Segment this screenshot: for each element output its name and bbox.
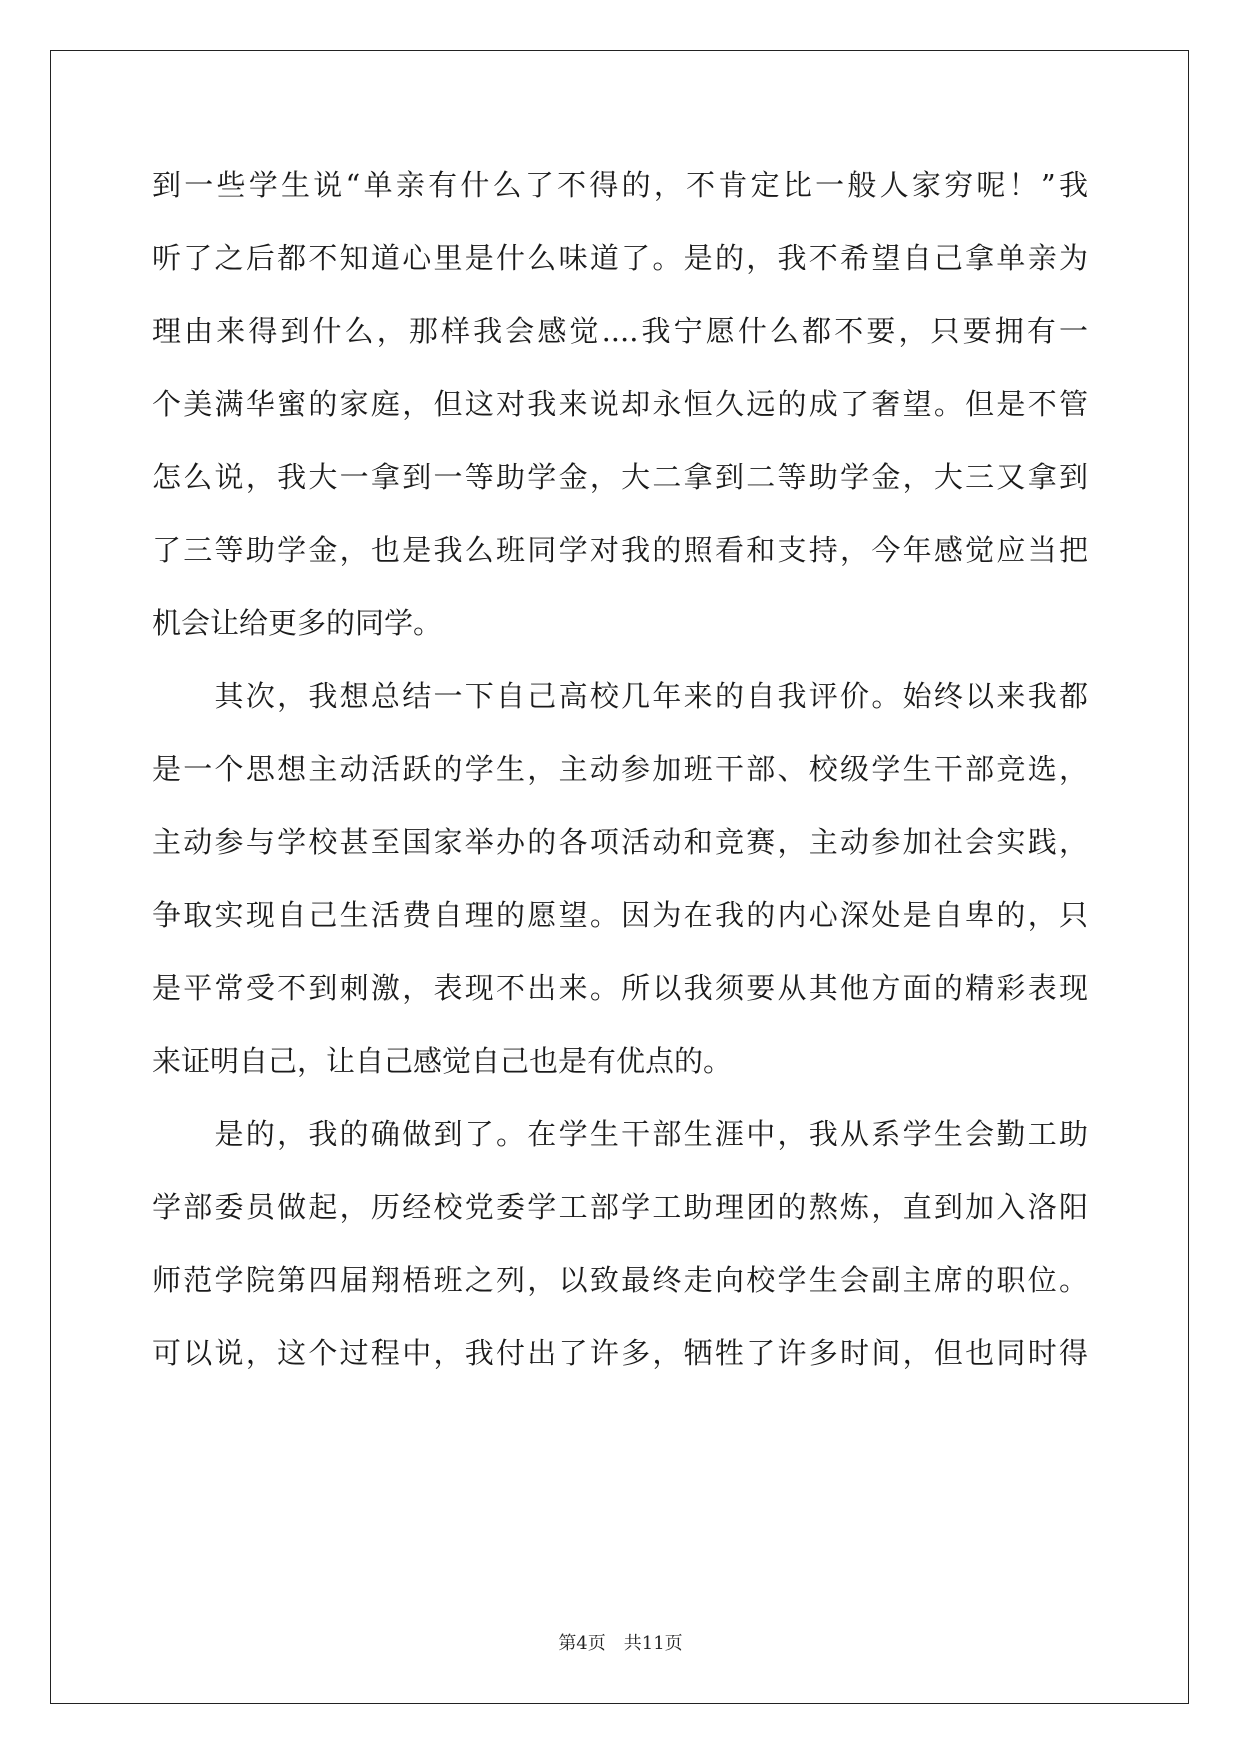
text-line: 怎么说，我大一拿到一等助学金，大二拿到二等助学金，大三又拿到 [152,460,1088,494]
text-line: 是平常受不到刺激，表现不出来。所以我须要从其他方面的精彩表现 [152,971,1088,1005]
text-line: 个美满华蜜的家庭，但这对我来说却永恒久远的成了奢望。但是不管 [152,387,1088,421]
text-line: 来证明自己，让自己感觉自己也是有优点的。 [152,1044,733,1078]
text-line: 听了之后都不知道心里是什么味道了。是的，我不希望自己拿单亲为 [152,241,1088,275]
text-line: 可以说，这个过程中，我付出了许多，牺牲了许多时间，但也同时得 [152,1336,1088,1370]
text-line: 机会让给更多的同学。 [152,606,443,640]
text-line: 其次，我想总结一下自己高校几年来的自我评价。始终以来我都 [152,679,1088,713]
text-line: 主动参与学校甚至国家举办的各项活动和竞赛，主动参加社会实践， [152,825,1088,859]
document-body [152,165,1088,1373]
text-line: 师范学院第四届翔梧班之列，以致最终走向校学生会副主席的职位。 [152,1263,1088,1297]
text-line: 学部委员做起，历经校党委学工部学工助理团的熬炼，直到加入洛阳 [152,1190,1088,1224]
text-line: 理由来得到什么，那样我会感觉....我宁愿什么都不要，只要拥有一 [152,314,1088,348]
text-line: 到一些学生说“单亲有什么了不得的，不肯定比一般人家穷呢！”我 [152,168,1088,202]
text-line: 是的，我的确做到了。在学生干部生涯中，我从系学生会勤工助 [152,1117,1088,1151]
text-line: 争取实现自己生活费自理的愿望。因为在我的内心深处是自卑的，只 [152,898,1088,932]
page-number-footer: 第4页 共11页 [558,1633,683,1654]
text-line: 是一个思想主动活跃的学生，主动参加班干部、校级学生干部竞选， [152,752,1088,786]
text-line: 了三等助学金，也是我么班同学对我的照看和支持，今年感觉应当把 [152,533,1088,567]
